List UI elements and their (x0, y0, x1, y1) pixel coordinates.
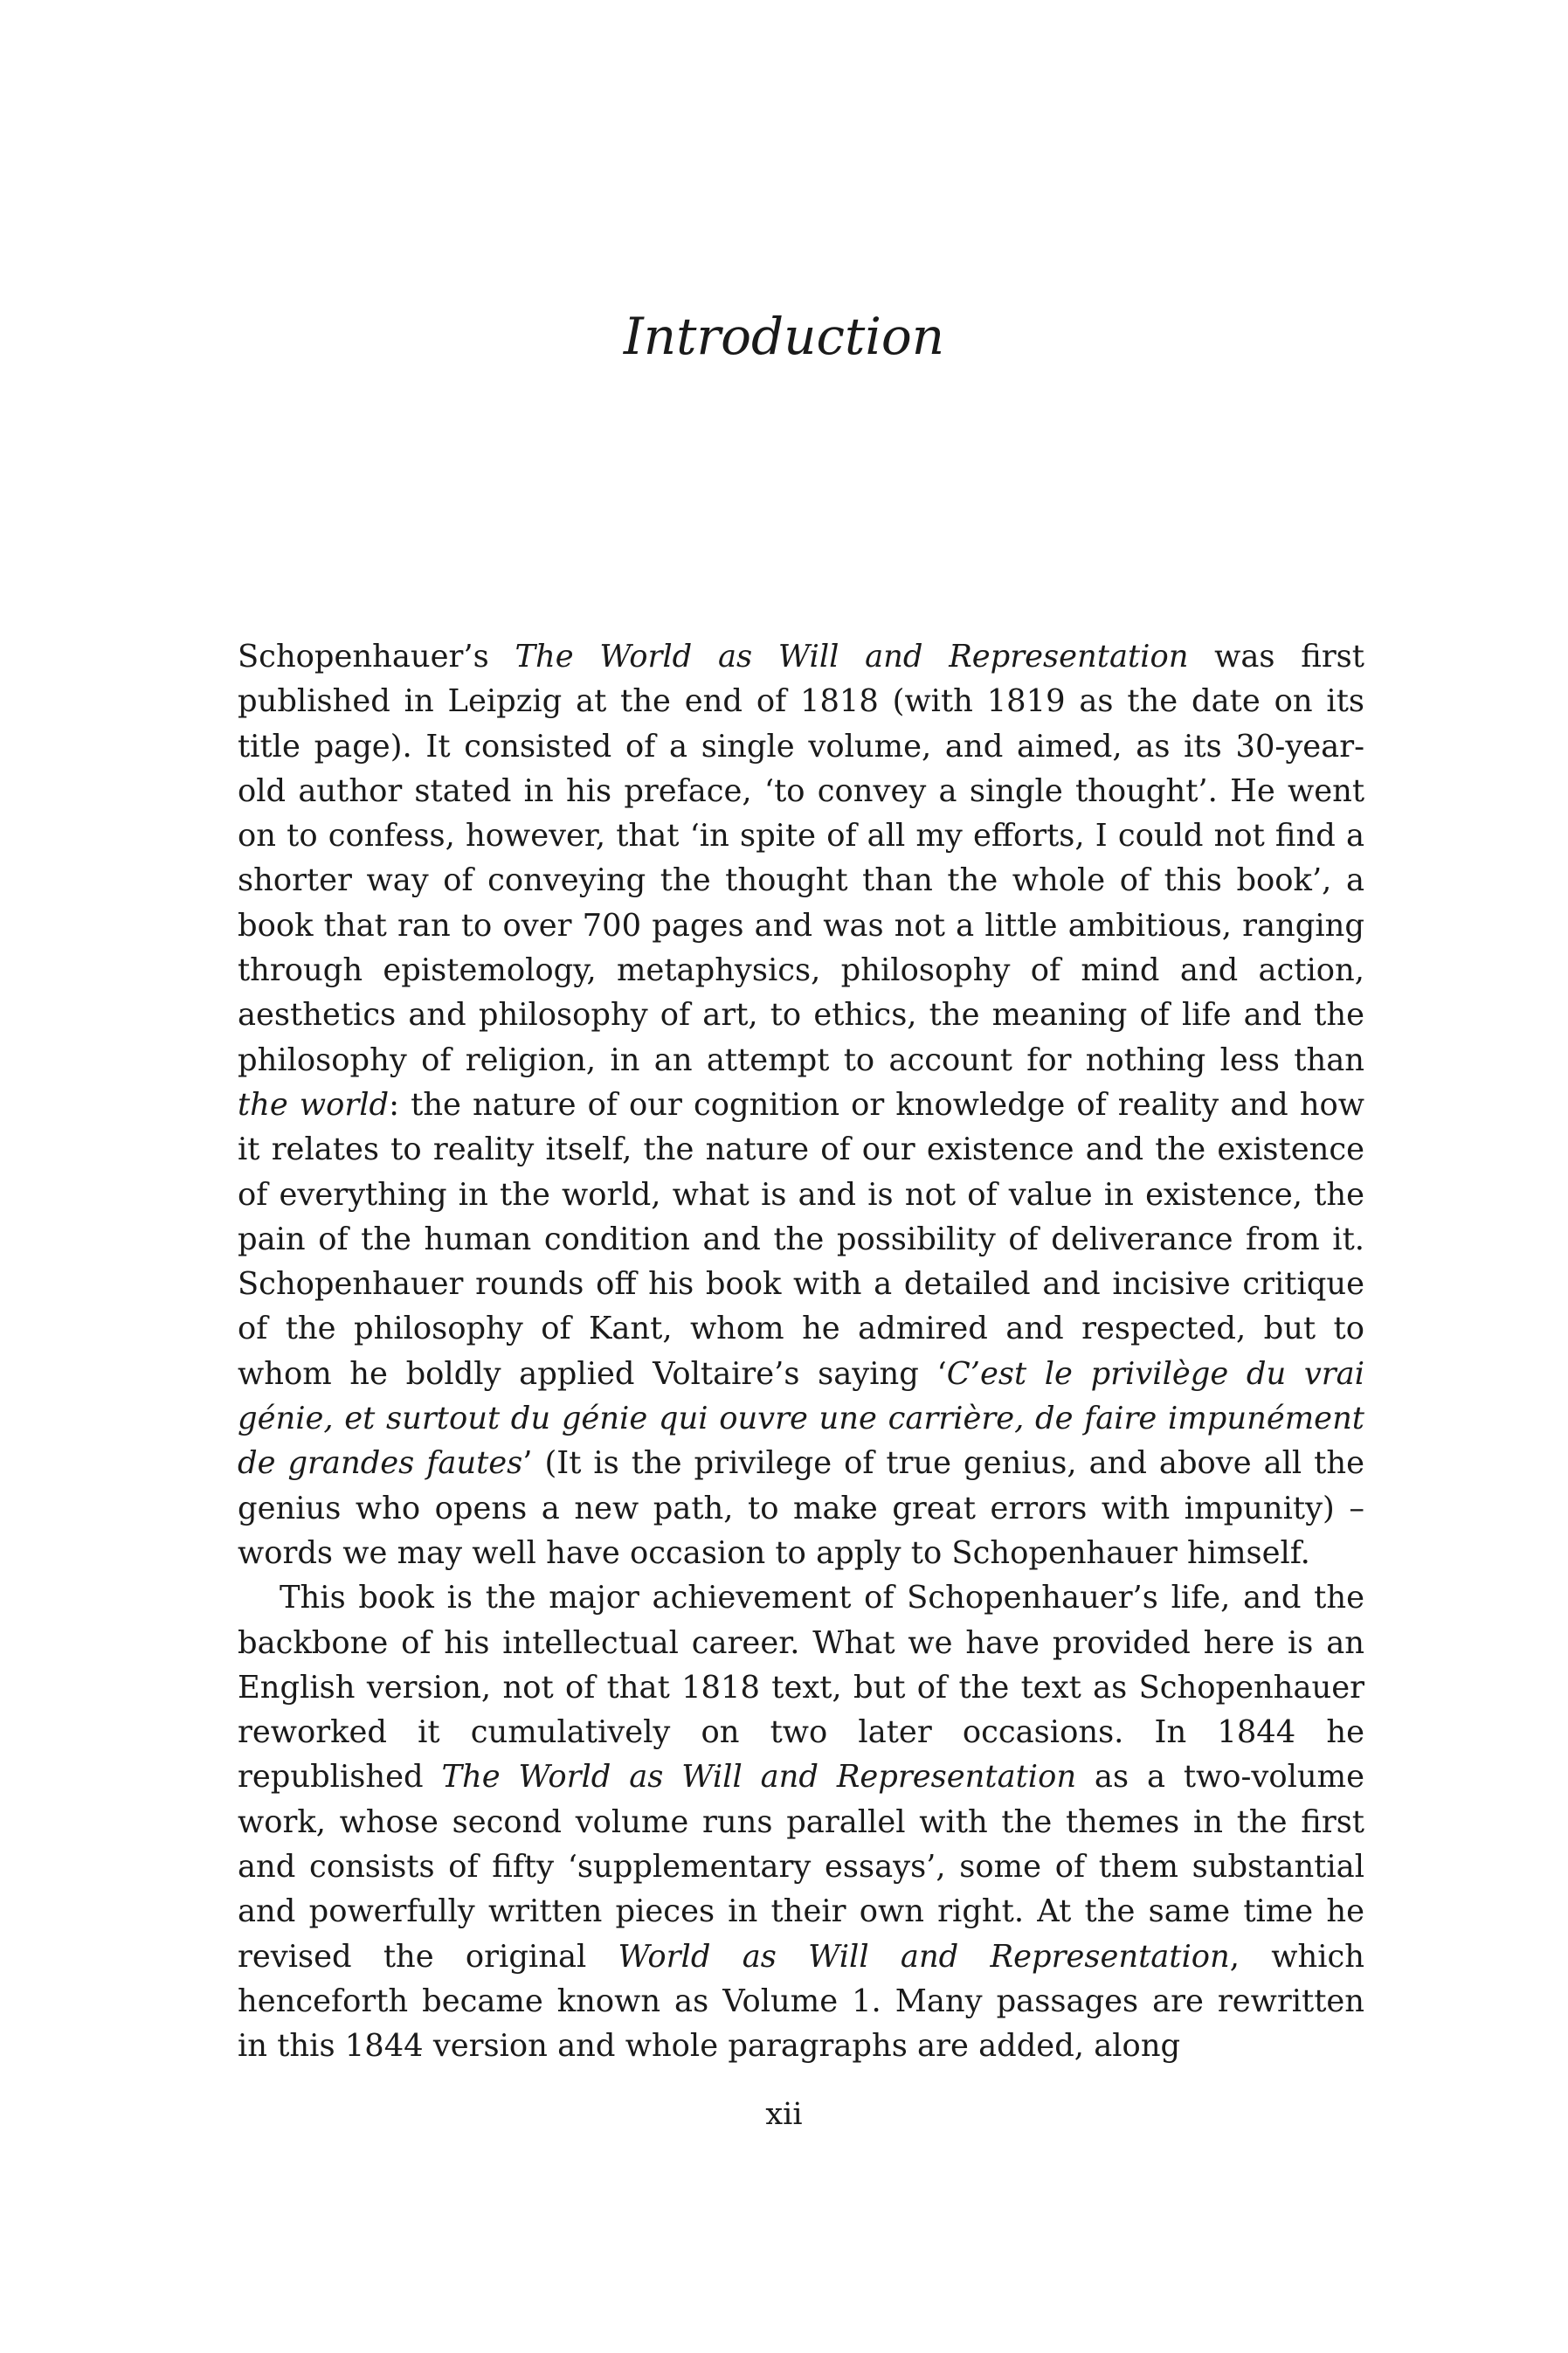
paragraph-2 (238, 1575, 1364, 2068)
chapter-title: Introduction (623, 307, 945, 366)
paragraph-1 (238, 634, 1364, 1575)
paragraph-1-italic-1: The World as Will and Representation (515, 639, 1189, 675)
paragraph-2-italic-2: World as Will and Representation (618, 1938, 1230, 1975)
paragraph-1-italic-3: C’est le privilège du vrai génie, et surtout du génie qui ouvre une carrière, de faire impunément de grandes fautes (238, 1355, 1364, 1482)
paragraph-2-text-1: This book is the major achievement of Schopenhauer’s life, and the backbone of his intellectual career. What we have provided here is an English version, not of that 1818 text, but of the text as Schopenhauer reworked it cumulatively on two later occasions. In 1844 he republished (238, 1580, 1364, 1796)
paragraph-1-text-1: Schopenhauer’s (238, 639, 515, 675)
page-number: xii (765, 2097, 803, 2132)
paragraph-1-text-3: : the nature of our cognition or knowledge of reality and how it relates to reality itself, the nature of our existence and the existence of everything in the world, what is and is not of value in existence, the pain of the human condition and the possibility of deliverance from it. Schopenhauer rounds off his book with a detailed and incisive critique of the philosophy of Kant, whom he admired and respected, but to whom he boldly applied Voltaire’s saying ‘ (238, 1086, 1365, 1392)
paragraph-2-text-2: as a two-volume work, whose second volume runs parallel with the themes in the first and consists of fifty ‘supplementary essays’, some of them substantial and powerfully written pieces in their own right. At the same time he revised the original (238, 1759, 1364, 1975)
body-text (238, 634, 1364, 2069)
paragraph-2-text-3: , which henceforth became known as Volume 1. Many passages are rewritten in this 1844 version and whole paragraphs are added, along (238, 1938, 1364, 2065)
paragraph-1-italic-2: the world (238, 1086, 390, 1123)
paragraph-1-text-4: ’ (It is the privilege of true genius, and above all the genius who opens a new path, to make great errors with impunity) – words we may well have occasion to apply to Schopenhauer himself. (238, 1445, 1364, 1571)
paragraph-2-italic-1: The World as Will and Representation (441, 1759, 1077, 1796)
paragraph-1-text-2: was first published in Leipzig at the end of 1818 (with 1819 as the date on its title page). It consisted of a single volume, and aimed, as its 30-year-old author stated in his preface, ‘to convey a single thought’. He went on to confess, however, that ‘in spite of all my efforts, I could not find a shorter way of conveying the thought than the whole of this book’, a book that ran to over 700 pages and was not a little ambitious, ranging through epistemology, metaphysics, philosophy of mind and action, aesthetics and philosophy of art, to ethics, the meaning of life and the philosophy of religion, in an attempt to account for nothing less than (238, 639, 1364, 1078)
